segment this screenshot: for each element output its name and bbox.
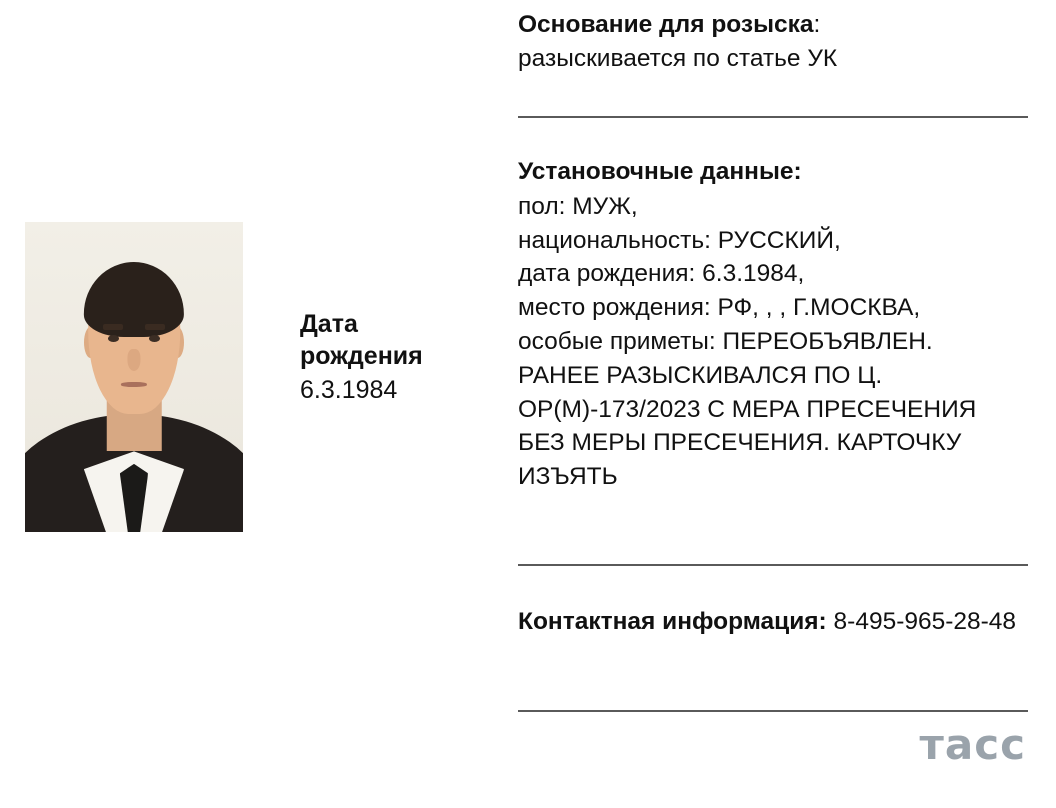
detail-line-marks-2: РАНЕЕ РАЗЫСКИВАЛСЯ ПО Ц.: [518, 361, 883, 389]
detail-line-birthdate: дата рождения: 6.3.1984,: [518, 260, 805, 288]
date-of-birth-value: 6.3.1984: [300, 376, 398, 404]
identification-details-section: [518, 155, 1030, 494]
divider-2: [518, 564, 1028, 566]
detail-line-marks-3: ОР(М)-173/2023 С МЕРА ПРЕСЕЧЕНИЯ: [518, 395, 977, 423]
date-of-birth-label-line2: рождения: [300, 342, 423, 370]
contact-information-heading: Контактная информация:: [518, 608, 827, 635]
eyebrow-right: [145, 324, 165, 330]
mouth-shape: [121, 382, 147, 387]
search-reason-section: [518, 8, 1028, 76]
eyebrow-left: [103, 324, 123, 330]
detail-line-marks-4: БЕЗ МЕРЫ ПРЕСЕЧЕНИЯ. КАРТОЧКУ: [518, 429, 962, 457]
left-column: [0, 0, 500, 808]
contact-information-section: [518, 605, 1028, 639]
search-reason-heading: Основание для розыска: [518, 11, 814, 38]
nose-shape: [127, 349, 140, 371]
date-of-birth-label: [300, 308, 480, 372]
tass-logo: тасс: [919, 720, 1026, 769]
identification-details-heading: Установочные данные:: [518, 158, 802, 185]
date-of-birth-label-line1: Дата: [300, 310, 358, 338]
detail-line-marks-1: особые приметы: ПЕРЕОБЪЯВЛЕН.: [518, 327, 933, 355]
right-column: [518, 0, 1028, 808]
portrait-photo: [25, 222, 243, 532]
divider-3: [518, 710, 1028, 712]
search-reason-text: разыскивается по статье УК: [518, 44, 838, 72]
detail-line-marks-5: ИЗЪЯТЬ: [518, 463, 618, 491]
detail-line-nationality: национальность: РУССКИЙ,: [518, 226, 841, 254]
search-reason-colon: :: [813, 11, 821, 38]
detail-line-sex: пол: МУЖ,: [518, 192, 638, 220]
date-of-birth-block: [300, 308, 480, 406]
detail-line-birthplace: место рождения: РФ, , , Г.МОСКВА,: [518, 294, 921, 322]
contact-information-value: 8-495-965-28-48: [833, 608, 1017, 635]
divider-1: [518, 116, 1028, 118]
eye-left: [108, 335, 119, 342]
